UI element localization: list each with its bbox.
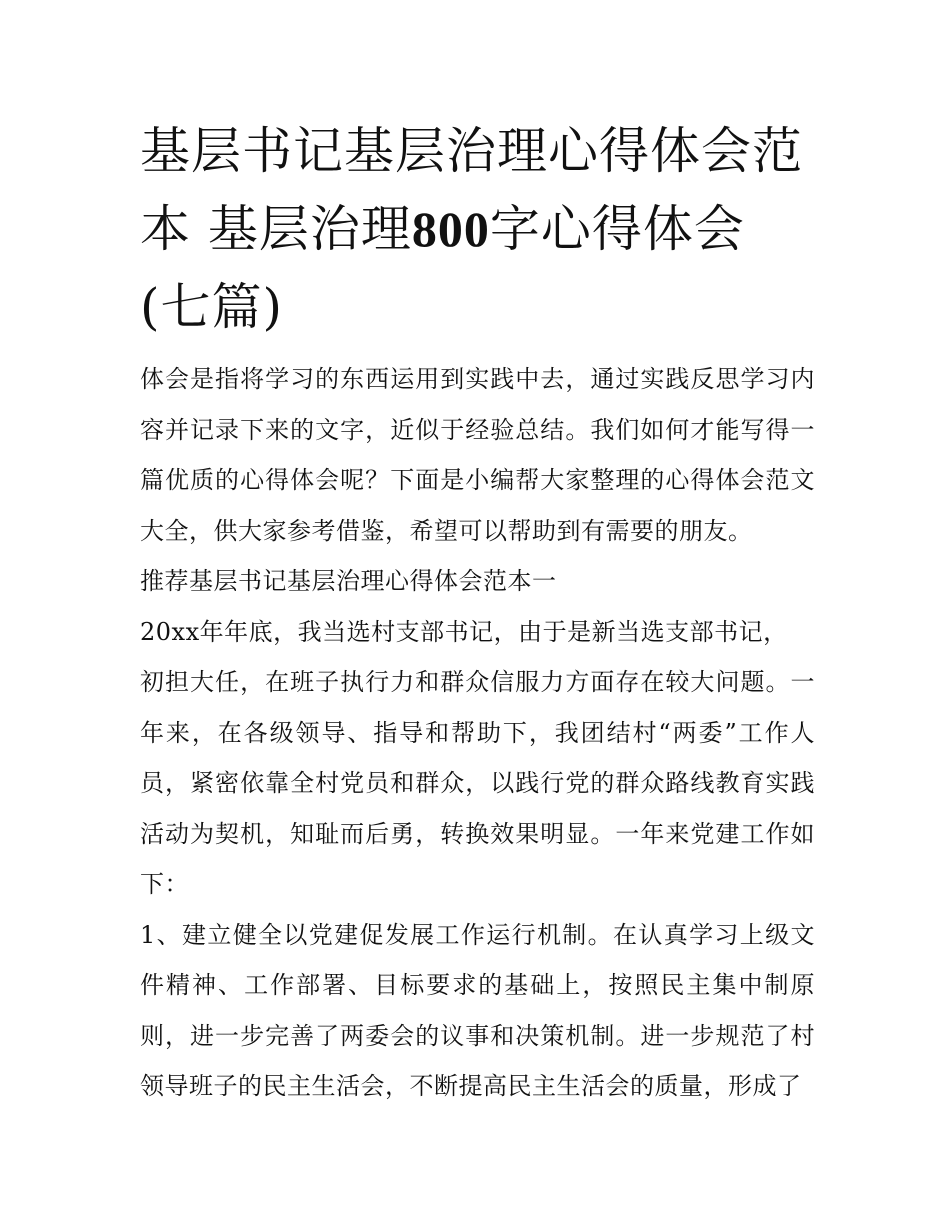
document-title bbox=[140, 112, 815, 346]
body-paragraph-1: 20xx年年底，我当选村支部书记，由于是新当选支部书记， bbox=[140, 617, 788, 646]
body-paragraph-3: 1、建立健全以党建促发展工作运行机制。在认真学习上级文件精神、工作部署、目标要求的基础上，按照民主集中制原则，进一步完善了两委会的议事和决策机制。进一步规范了村领导班子的民主生活会，不断提高民主生活会的质量，形成了 bbox=[140, 920, 815, 1100]
title-number: 800 bbox=[411, 201, 490, 257]
document-body bbox=[140, 354, 815, 1112]
document-page bbox=[140, 112, 815, 1112]
title-text-2: 字心得体会(七篇) bbox=[140, 200, 745, 336]
title-text-1: 基层书记基层治理心得体会范本 基层治理 bbox=[140, 122, 803, 258]
intro-paragraph: 体会是指将学习的东西运用到实践中去，通过实践反思学习内容并记录下来的文字，近似于经验总结。我们如何才能写得一篇优质的心得体会呢？下面是小编帮大家整理的心得体会范文大全，供大家参考借鉴，希望可以帮助到有需要的朋友。 bbox=[140, 365, 815, 545]
body-paragraph-2: 初担大任，在班子执行力和群众信服力方面存在较大问题。一年来，在各级领导、指导和帮助下，我团结村“两委”工作人员，紧密依靠全村党员和群众，以践行党的群众路线教育实践活动为契机，知耻而后勇，转换效果明显。一年来党建工作如下： bbox=[140, 668, 815, 898]
section-heading: 推荐基层书记基层治理心得体会范本一 bbox=[140, 567, 557, 595]
